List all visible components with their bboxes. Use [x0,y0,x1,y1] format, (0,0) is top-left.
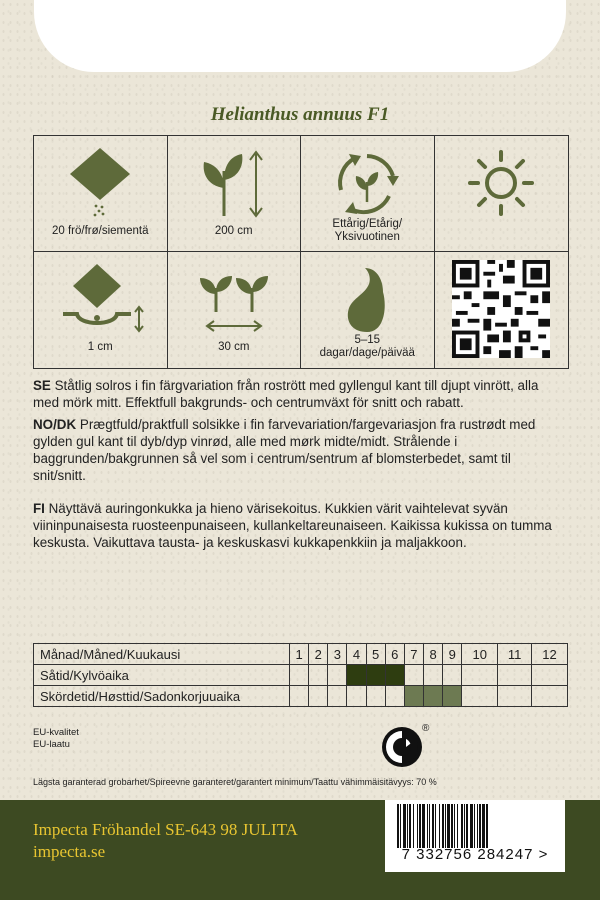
cell-height [168,136,302,252]
seed-count-caption: 20 frö/frø/siementä [51,225,149,237]
spacing-caption: 30 cm [218,341,250,353]
description-se [33,377,567,411]
month-6: 6 [385,644,404,665]
qr-code-icon[interactable] [452,260,550,358]
month-12: 12 [531,644,567,665]
sowing-cell [531,665,567,686]
seeds-icon [60,146,140,221]
info-icon-grid [33,135,569,369]
month-1: 1 [290,644,309,665]
spacing-icon [194,262,274,337]
sowing-cell [328,665,347,686]
sowing-cell [404,665,423,686]
description-fi-text: Näyttävä auringonkukka ja hieno värisekoitus. Kukkien värit vaihtelevat syvän viininpunaisesta ruosteenpunaiseen, kullankeltareunaiseen. Kaikissa kukissa on tumma keskusta. Vaikuttava tausta- ja keskuskasvi kukkapenkkiin ja maljakkoon. [33,501,552,550]
description-nodk [33,416,567,484]
harvest-cell [462,686,498,707]
sowing-calendar [33,643,568,707]
germination-caption-line-2: dagar/dage/päivää [319,347,415,359]
harvest-cell [328,686,347,707]
annual-cycle-icon [327,146,407,221]
registered-mark: ® [422,723,430,734]
lang-code-se: SE [33,378,51,393]
month-10: 10 [462,644,498,665]
germination-caption-line-1: 5–15 [354,334,381,346]
cell-sun [435,136,569,252]
sowing-cell [290,665,309,686]
description-nodk-text: Prægtfuld/praktfull solsikke i fin farvevariation/fargevariasjon fra rustrødt med gylden gul kant til dyb/dyp vinrød, alle med mørk midte/midt. Strålende i baggrunden/bakgrunnen så vel som i centrum/sentrum af blomsterbedet, samt til snit/snitt. [33,417,536,483]
harvest-cell [498,686,532,707]
calendar-header-row [34,644,568,665]
month-5: 5 [366,644,385,665]
harvest-cell [309,686,328,707]
sowing-cell [423,665,442,686]
germination-guarantee: Lägsta garanterad grobarhet/Spireevne garanteret/garantert minimum/Taattu vähimmäisitävyys: 70 % [33,777,437,787]
barcode-number: 7 332756 284247 > [401,846,549,863]
eu-quality-line-2: EU-laatu [33,739,70,750]
month-8: 8 [423,644,442,665]
sowing-depth-caption: 1 cm [87,341,113,353]
hanger-tab [34,0,566,72]
month-4: 4 [347,644,366,665]
month-9: 9 [443,644,462,665]
harvest-cell [366,686,385,707]
sowing-cell [443,665,462,686]
lifecycle-caption-line-2: Yksivuotinen [334,231,400,243]
lifecycle-caption-line-1: Ettårig/Etårig/ [332,218,403,230]
sowing-cell [498,665,532,686]
company-website[interactable]: impecta.se [33,842,106,861]
lang-code-nodk: NO/DK [33,417,77,432]
cell-sowing-depth [34,252,168,368]
harvest-cell [404,686,423,707]
sowing-cell [385,665,404,686]
height-caption: 200 cm [214,225,253,237]
lang-code-fi: FI [33,501,45,516]
barcode-bars-icon [385,804,565,850]
sowing-row-label: Såtid/Kylvöaika [34,665,290,686]
sowing-cell [309,665,328,686]
harvest-cell [443,686,462,707]
sowing-depth-icon [55,262,145,337]
cell-lifecycle [301,136,435,252]
sowing-cell [462,665,498,686]
height-icon [194,146,274,221]
latin-name: Helianthus annuus F1 [210,104,390,125]
harvest-cell [290,686,309,707]
harvest-row-label: Skördetid/Høsttid/Sadonkorjuuaika [34,686,290,707]
harvest-cell [385,686,404,707]
sowing-cell [366,665,385,686]
month-2: 2 [309,644,328,665]
eu-quality-line-1: EU-kvalitet [33,727,79,738]
harvest-cell [531,686,567,707]
harvest-cell [347,686,366,707]
germination-icon [327,262,407,337]
cell-spacing [168,252,302,368]
company-address: Impecta Fröhandel SE-643 98 JULITA [33,820,298,839]
harvest-cell [423,686,442,707]
description-fi [33,500,567,551]
cell-qr-code [435,252,569,368]
calendar-header-label: Månad/Måned/Kuukausi [34,644,290,665]
green-dot-recycling-icon [380,725,424,769]
month-7: 7 [404,644,423,665]
cell-seed-count [34,136,168,252]
month-3: 3 [328,644,347,665]
sowing-cell [347,665,366,686]
calendar-row-harvest [34,686,568,707]
cell-germination [301,252,435,368]
sun-icon [461,146,541,221]
description-se-text: Ståtlig solros i fin färgvariation från rostrött med gyllengul kant till djupt vinrött, alla med mörk mitt. Effektfull bakgrunds- och centrumväxt för snitt och rabatt. [33,378,539,410]
month-11: 11 [498,644,532,665]
calendar-row-sowing [34,665,568,686]
